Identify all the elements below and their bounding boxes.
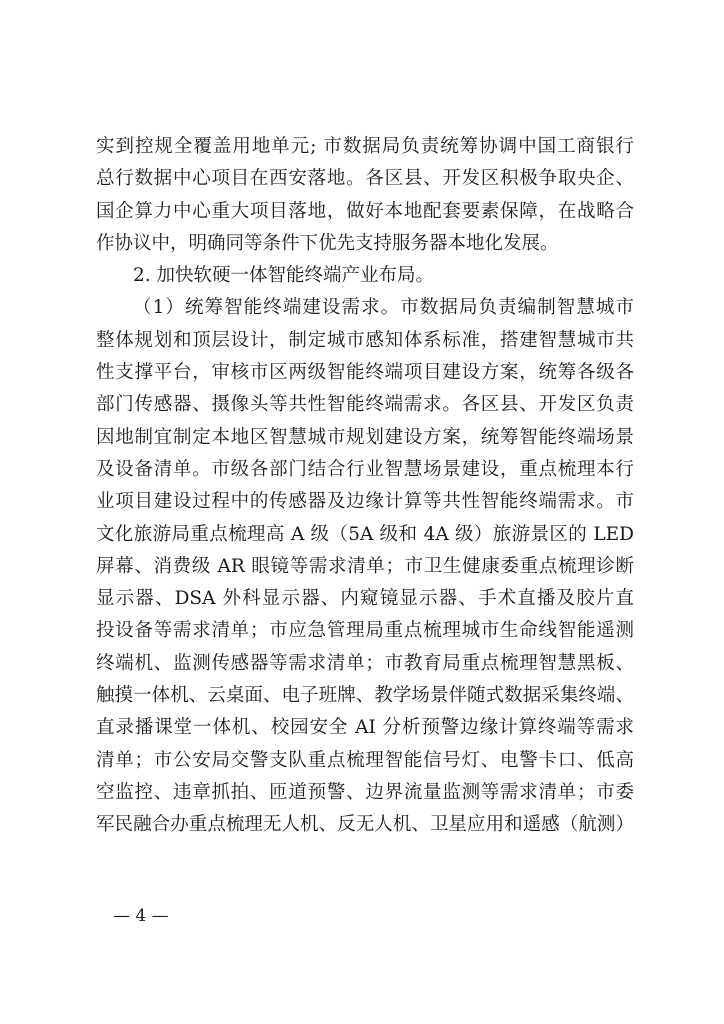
text-line: 军民融合办重点梳理无人机、反无人机、卫星应用和遥感（航测） xyxy=(96,814,634,836)
text-line: 投设备等需求清单；市应急管理局重点梳理城市生命线智能遥测 xyxy=(96,620,634,642)
page-number: — 4 — xyxy=(113,906,169,926)
text-line: 作协议中，明确同等条件下优先支持服务器本地化发展。 xyxy=(96,232,559,254)
text-line: 空监控、违章抓拍、匝道预警、边界流量监测等需求清单；市委 xyxy=(96,781,634,803)
text-line: 业项目建设过程中的传感器及边缘计算等共性智能终端需求。市 xyxy=(96,491,634,513)
text-line: 因地制宜制定本地区智慧城市规划建设方案，统筹智能终端场景 xyxy=(96,426,634,448)
text-line: 总行数据中心项目在西安落地。各区县、开发区积极争取央企、 xyxy=(96,168,634,190)
section-heading: 2. 加快软硬一体智能终端产业布局。 xyxy=(133,265,435,287)
text-line: 部门传感器、摄像头等共性智能终端需求。各区县、开发区负责 xyxy=(96,394,634,416)
text-line: 性支撑平台，审核市区两级智能终端项目建设方案，统筹各级各 xyxy=(96,362,634,384)
text-line: 实到控规全覆盖用地单元; 市数据局负责统筹协调中国工商银行 xyxy=(96,136,634,157)
text-line: 屏幕、消费级 AR 眼镜等需求清单；市卫生健康委重点梳理诊断 xyxy=(96,555,634,577)
subsection-heading: （1）统筹智能终端建设需求。市数据局负责编制智慧城市 xyxy=(133,297,634,319)
text-line: 触摸一体机、云桌面、电子班牌、教学场景伴随式数据采集终端、 xyxy=(96,685,634,707)
text-line: 国企算力中心重大项目落地，做好本地配套要素保障，在战略合 xyxy=(96,200,634,222)
text-line: 清单；市公安局交警支队重点梳理智能信号灯、电警卡口、低高 xyxy=(96,749,634,771)
document-body xyxy=(96,131,634,842)
text-line: 整体规划和顶层设计，制定城市感知体系标准，搭建智慧城市共 xyxy=(96,329,634,351)
text-line: 显示器、DSA 外科显示器、内窥镜显示器、手术直播及胶片直 xyxy=(96,588,634,610)
text-line: 文化旅游局重点梳理高 A 级（5A 级和 4A 级）旅游景区的 LED xyxy=(96,523,634,545)
text-line: 及设备清单。市级各部门结合行业智慧场景建设，重点梳理本行 xyxy=(96,458,634,480)
text-line: 终端机、监测传感器等需求清单；市教育局重点梳理智慧黑板、 xyxy=(96,652,634,674)
text-line: 直录播课堂一体机、校园安全 AI 分析预警边缘计算终端等需求 xyxy=(96,717,634,739)
